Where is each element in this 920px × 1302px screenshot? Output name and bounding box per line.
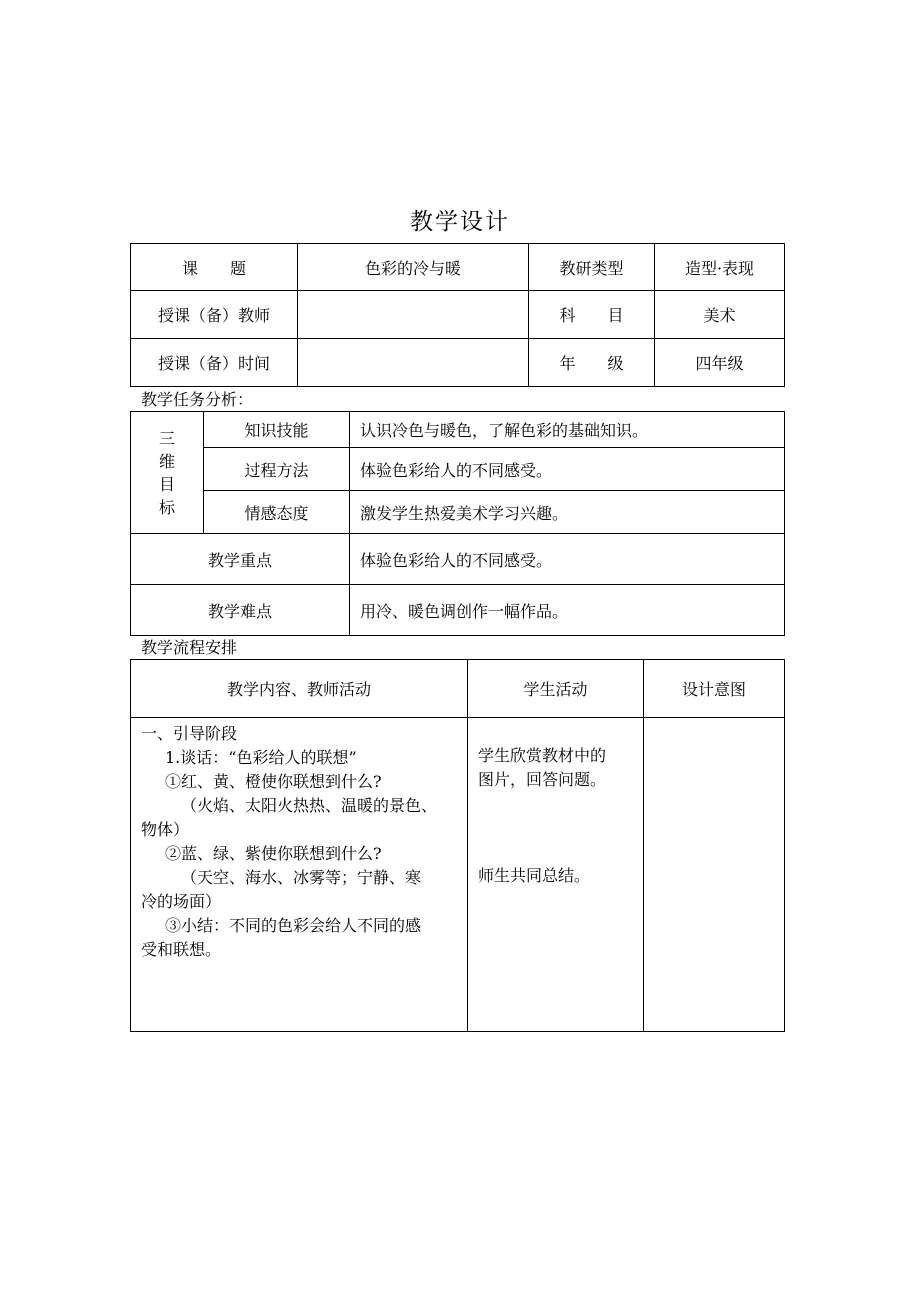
- list-item: ①红、黄、橙使你联想到什么?: [165, 772, 382, 791]
- subject-value: 美术: [655, 291, 785, 339]
- topic-value: 色彩的冷与暖: [298, 244, 529, 291]
- type-value: 造型·表现: [655, 244, 785, 291]
- time-value: [298, 339, 529, 387]
- list-item: 图片，回答问题。: [478, 770, 607, 789]
- topic-label: 课 题: [131, 244, 298, 291]
- teacher-label: 授课（备）教师: [131, 291, 298, 339]
- list-item: 物体）: [141, 820, 190, 839]
- type-label: 教研类型: [529, 244, 655, 291]
- difficulty-value: 用冷、暖色调创作一幅作品。: [350, 585, 785, 636]
- list-item: ③小结：不同的色彩会给人不同的感: [165, 916, 422, 935]
- list-item: 一、引导阶段: [141, 724, 238, 743]
- grade-value: 四年级: [655, 339, 785, 387]
- key-point-label: 教学重点: [131, 534, 350, 585]
- col-intent-header: 设计意图: [644, 660, 785, 718]
- col-student-header: 学生活动: [468, 660, 644, 718]
- teacher-value: [298, 291, 529, 339]
- three-dim-goal-label: 三 维 目 标: [131, 412, 204, 534]
- list-item: （火焰、太阳火热热、温暖的景色、: [181, 796, 438, 815]
- content-cell: [131, 718, 468, 1032]
- student-cell: [468, 718, 644, 1032]
- info-table: [130, 243, 785, 387]
- analysis-heading: 教学任务分析：: [141, 390, 254, 409]
- col-content-header: 教学内容、教师活动: [131, 660, 468, 718]
- flow-table: [130, 659, 785, 1032]
- knowledge-value: 认识冷色与暖色，了解色彩的基础知识。: [350, 412, 785, 448]
- list-item: ②蓝、绿、紫使你联想到什么?: [165, 844, 382, 863]
- emotion-label: 情感态度: [204, 491, 350, 534]
- process-label: 过程方法: [204, 448, 350, 491]
- list-item: 冷的场面）: [141, 892, 222, 911]
- list-item: 受和联想。: [141, 940, 222, 959]
- subject-label: 科 目: [529, 291, 655, 339]
- grade-label: 年 级: [529, 339, 655, 387]
- difficulty-label: 教学难点: [131, 585, 350, 636]
- list-item: 师生共同总结。: [478, 866, 591, 885]
- time-label: 授课（备）时间: [131, 339, 298, 387]
- knowledge-label: 知识技能: [204, 412, 350, 448]
- analysis-table: [130, 411, 785, 636]
- list-item: 学生欣赏教材中的: [478, 746, 607, 765]
- list-item: （天空、海水、冰雾等；宁静、寒: [181, 868, 422, 887]
- emotion-value: 激发学生热爱美术学习兴趣。: [350, 491, 785, 534]
- key-point-value: 体验色彩给人的不同感受。: [350, 534, 785, 585]
- page-title: 教学设计: [410, 209, 510, 235]
- process-value: 体验色彩给人的不同感受。: [350, 448, 785, 491]
- intent-cell: [644, 718, 785, 1032]
- flow-heading: 教学流程安排: [141, 638, 238, 657]
- list-item: 1.谈话：“色彩给人的联想”: [165, 748, 357, 767]
